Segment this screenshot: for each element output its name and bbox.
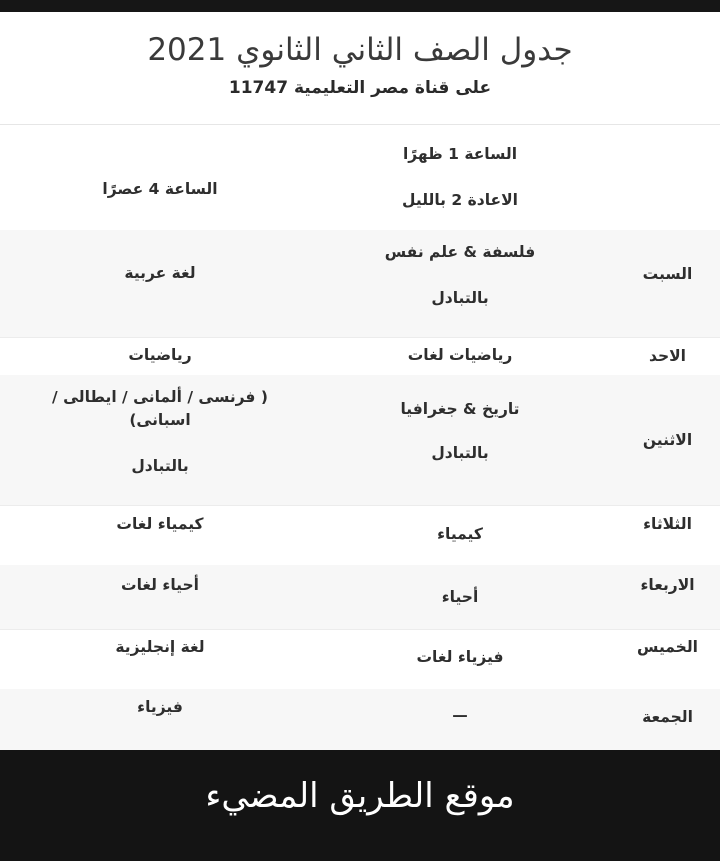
day-label: الاربعاء: [640, 576, 695, 594]
table-row: [0, 629, 720, 690]
time-slot-2: الساعة 4 عصرًا: [102, 180, 218, 198]
subject-slot-2: فيزياء: [137, 698, 183, 716]
subject-slot-1-note: بالتبادل: [431, 289, 489, 307]
footer-banner: [0, 750, 720, 861]
subject-slot-2-note: بالتبادل: [131, 457, 189, 475]
day-label: الخميس: [637, 638, 698, 656]
subject-slot-1: فلسفة & علم نفس: [384, 243, 536, 261]
day-label: الاثنين: [642, 431, 693, 449]
table-row: [0, 689, 720, 750]
subject-slot-1: أحياء: [441, 588, 479, 606]
table-row: [0, 337, 720, 376]
table-row: [0, 230, 720, 338]
subject-slot-2-cont: اسبانى): [129, 411, 191, 429]
table-row: [0, 565, 720, 630]
table-row: [0, 375, 720, 506]
subject-slot-1: تاريخ & جغرافيا: [400, 400, 520, 418]
subject-slot-1: رياضيات لغات: [407, 346, 513, 364]
subject-slot-1: —: [452, 706, 468, 724]
schedule-header: [0, 12, 720, 125]
subject-slot-2: رياضيات: [128, 346, 192, 364]
schedule-card: [0, 12, 720, 750]
day-label: الجمعة: [642, 708, 693, 726]
day-label: الثلاثاء: [643, 515, 692, 533]
page-subtitle: على قناة مصر التعليمية 11747: [228, 78, 492, 98]
subject-slot-2: لغة عربية: [124, 264, 196, 282]
site-name: موقع الطريق المضيء: [205, 776, 515, 816]
time-slot-1-rerun: الاعادة 2 بالليل: [402, 191, 518, 209]
time-slot-1-primary: الساعة 1 ظهرًا: [402, 145, 518, 163]
subject-slot-1: كيمياء: [437, 525, 483, 543]
day-label: السبت: [642, 265, 693, 283]
time-header-row: [0, 124, 720, 231]
subject-slot-2: كيمياء لغات: [116, 515, 204, 533]
subject-slot-1: فيزياء لغات: [416, 648, 504, 666]
subject-slot-2: لغة إنجليزية: [115, 638, 205, 656]
top-bar: [0, 0, 720, 12]
subject-slot-2: ( فرنسى / ألمانى / ايطالى /: [52, 388, 268, 406]
subject-slot-2: أحياء لغات: [121, 576, 199, 594]
table-row: [0, 505, 720, 566]
day-label: الاحد: [649, 347, 686, 365]
subject-slot-1-note: بالتبادل: [431, 444, 489, 462]
page-title: جدول الصف الثاني الثانوي 2021: [147, 32, 573, 68]
